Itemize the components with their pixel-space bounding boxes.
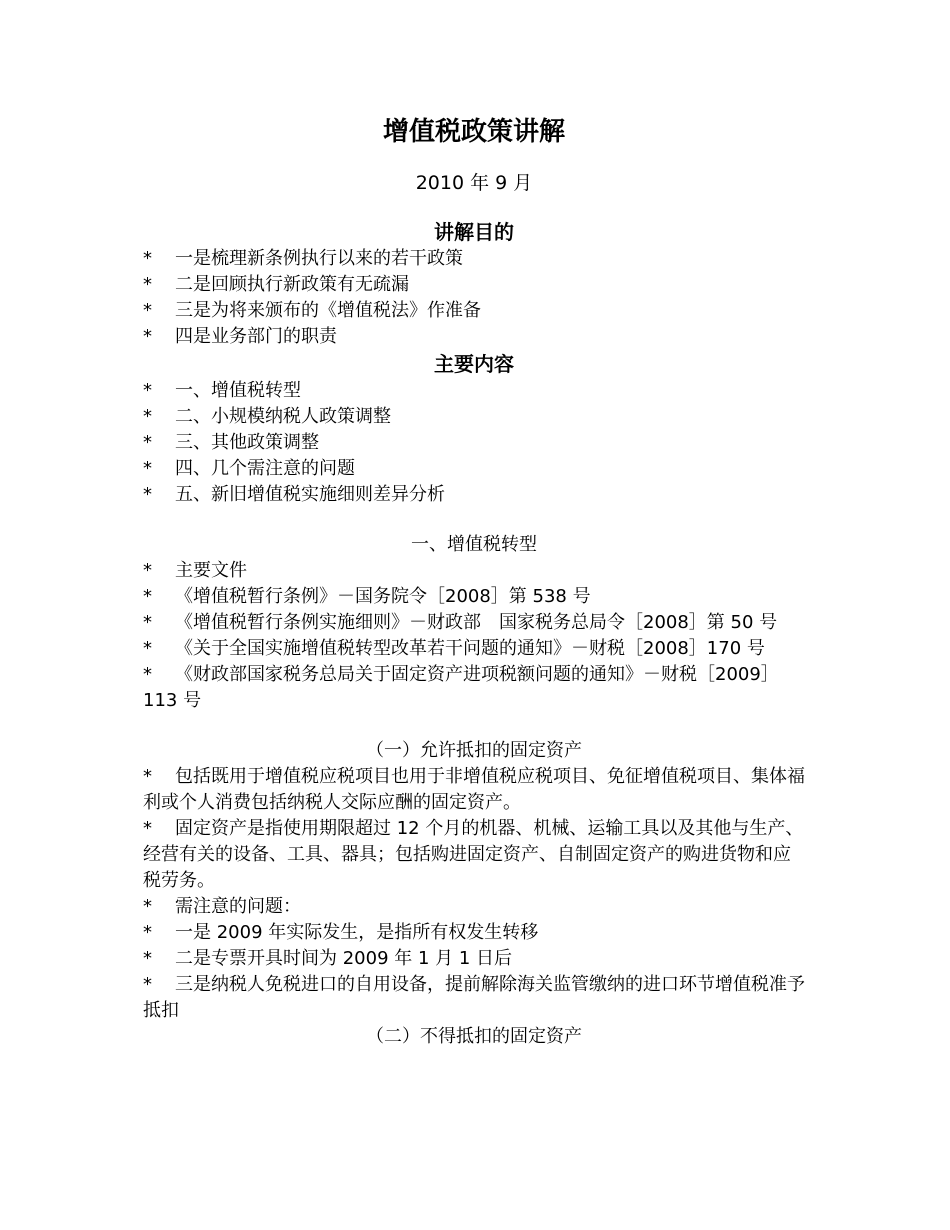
bullet-mark: * bbox=[143, 612, 152, 633]
bullet-mark: * bbox=[143, 586, 152, 607]
list-item bbox=[143, 298, 805, 324]
bullet-mark: * bbox=[143, 380, 152, 401]
subsection2-heading: （二）不得抵扣的固定资产 bbox=[366, 1026, 582, 1047]
contents-heading: 主要内容 bbox=[434, 352, 514, 376]
bullet-mark: * bbox=[143, 248, 152, 269]
list-item-text: 四、几个需注意的问题 bbox=[175, 458, 355, 479]
list-item-text: 主要文件 bbox=[175, 560, 247, 581]
list-item bbox=[143, 272, 805, 298]
contents-list bbox=[143, 378, 805, 508]
list-item-text: 二是回顾执行新政策有无疏漏 bbox=[175, 274, 409, 295]
section1-list bbox=[143, 558, 805, 714]
bullet-mark: * bbox=[143, 484, 152, 505]
bullet-mark: * bbox=[143, 560, 152, 581]
list-item-text: 固定资产是指使用期限超过 12 个月的机器、机械、运输工具以及其他与生产、经营有关的设备、工具、器具；包括购进固定资产、自制固定资产的购进货物和应税劳务。 bbox=[143, 818, 804, 891]
list-item-text: 一是梳理新条例执行以来的若干政策 bbox=[175, 248, 463, 269]
bullet-mark: * bbox=[143, 406, 152, 427]
bullet-mark: * bbox=[143, 948, 152, 969]
list-item bbox=[143, 558, 805, 584]
list-item-text: 包括既用于增值税应税项目也用于非增值税应税项目、免征增值税项目、集体福利或个人消费包括纳税人交际应酬的固定资产。 bbox=[143, 766, 805, 813]
bullet-mark: * bbox=[143, 922, 152, 943]
list-item bbox=[143, 456, 805, 482]
list-item-text: 三是为将来颁布的《增值税法》作准备 bbox=[175, 300, 481, 321]
list-item bbox=[143, 404, 805, 430]
list-item bbox=[143, 610, 805, 636]
bullet-mark: * bbox=[143, 432, 152, 453]
list-item bbox=[143, 430, 805, 456]
section1-heading: 一、增值税转型 bbox=[411, 534, 537, 555]
bullet-mark: * bbox=[143, 458, 152, 479]
subsection1-list bbox=[143, 764, 805, 1024]
list-item-text: 《增值税暂行条例实施细则》－财政部 国家税务总局令［2008］第 50 号 bbox=[175, 612, 778, 633]
bullet-mark: * bbox=[143, 896, 152, 917]
purpose-heading: 讲解目的 bbox=[434, 220, 514, 244]
list-item bbox=[143, 920, 805, 946]
list-item-text: 三是纳税人免税进口的自用设备，提前解除海关监管缴纳的进口环节增值税准予抵扣 bbox=[143, 974, 805, 1021]
bullet-mark: * bbox=[143, 974, 152, 995]
list-item bbox=[143, 972, 805, 1024]
list-item bbox=[143, 584, 805, 610]
list-item-text: 四是业务部门的职责 bbox=[175, 326, 337, 347]
document-date: 2010 年 9 月 bbox=[415, 172, 533, 194]
bullet-mark: * bbox=[143, 326, 152, 347]
list-item bbox=[143, 636, 805, 662]
bullet-mark: * bbox=[143, 638, 152, 659]
list-item bbox=[143, 482, 805, 508]
list-item-text: 一、增值税转型 bbox=[175, 380, 301, 401]
list-item-text: 需注意的问题： bbox=[175, 896, 301, 917]
list-item-text: 一是 2009 年实际发生，是指所有权发生转移 bbox=[175, 922, 539, 943]
list-item bbox=[143, 378, 805, 404]
list-item bbox=[143, 764, 805, 816]
bullet-mark: * bbox=[143, 818, 152, 839]
list-item-text: 《财政部国家税务总局关于固定资产进项税额问题的通知》－财税［2009］113 号 bbox=[143, 664, 779, 711]
bullet-mark: * bbox=[143, 300, 152, 321]
list-item bbox=[143, 946, 805, 972]
bullet-mark: * bbox=[143, 274, 152, 295]
document-title: 增值税政策讲解 bbox=[382, 117, 565, 147]
list-item bbox=[143, 894, 805, 920]
list-item-text: 《增值税暂行条例》－国务院令［2008］第 538 号 bbox=[175, 586, 591, 607]
list-item bbox=[143, 324, 805, 350]
list-item-text: 二、小规模纳税人政策调整 bbox=[175, 406, 391, 427]
list-item-text: 五、新旧增值税实施细则差异分析 bbox=[175, 484, 445, 505]
list-item bbox=[143, 816, 805, 894]
bullet-mark: * bbox=[143, 664, 152, 685]
purpose-list bbox=[143, 246, 805, 350]
document-content bbox=[143, 112, 805, 1050]
list-item bbox=[143, 662, 805, 714]
subsection1-heading: （一）允许抵扣的固定资产 bbox=[366, 740, 582, 761]
list-item-text: 三、其他政策调整 bbox=[175, 432, 319, 453]
bullet-mark: * bbox=[143, 766, 152, 787]
list-item bbox=[143, 246, 805, 272]
list-item-text: 二是专票开具时间为 2009 年 1 月 1 日后 bbox=[175, 948, 513, 969]
list-item-text: 《关于全国实施增值税转型改革若干问题的通知》－财税［2008］170 号 bbox=[175, 638, 765, 659]
